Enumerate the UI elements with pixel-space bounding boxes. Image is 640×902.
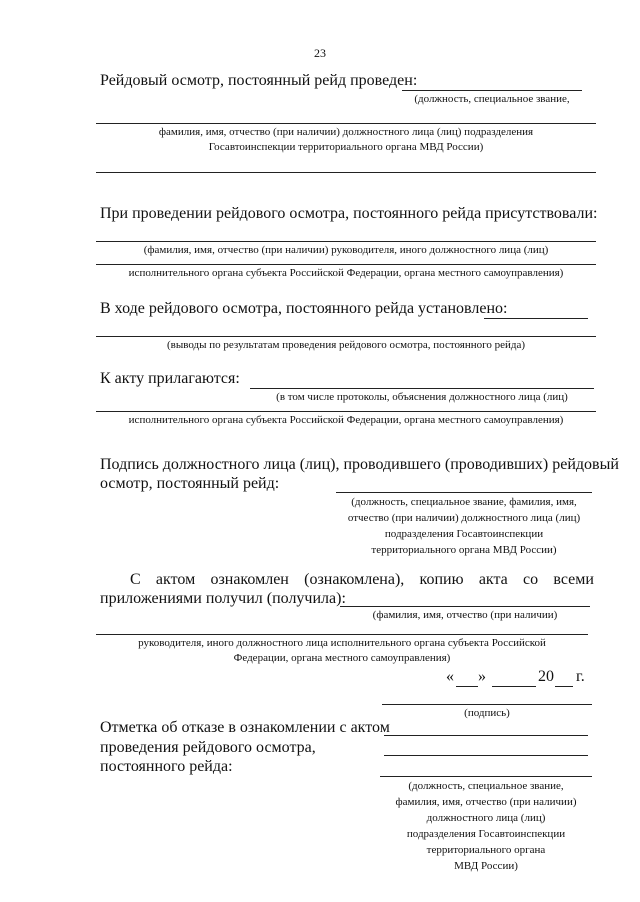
acquainted-line-2: приложениями получил (получила): [100, 590, 346, 607]
signature-label-2: осмотр, постоянный рейд: [100, 475, 280, 492]
present-line-2[interactable] [96, 264, 596, 265]
signature-hint-4: территориального органа МВД России) [371, 544, 557, 556]
conducted-by-hint-3: Госавтоинспекции территориального органа МВД России) [208, 141, 484, 153]
attached-line-2[interactable] [96, 411, 596, 412]
refusal-label-1: Отметка об отказе в ознакомлении с актом [100, 719, 390, 736]
refusal-hint-4: подразделения Госавтоинспекции [406, 828, 566, 840]
received-by-line[interactable] [340, 606, 590, 607]
date-year-field[interactable] [555, 686, 573, 687]
refusal-hint-5: территориального органа [426, 844, 546, 856]
received-by-line-2[interactable] [96, 634, 588, 635]
signature-hint-3: подразделения Госавтоинспекции [384, 528, 544, 540]
acquainted-word: копию [419, 571, 464, 588]
received-by-hint: (фамилия, имя, отчество (при наличии) [372, 609, 558, 621]
conducted-by-line-2[interactable] [96, 123, 596, 124]
refusal-hint-1: (должность, специальное звание, [408, 780, 564, 792]
refusal-hint-3: должностного лица (лиц) [426, 812, 546, 824]
present-line[interactable] [96, 241, 596, 242]
signature-hint [336, 494, 592, 558]
date-open-quote: « [446, 668, 454, 685]
conducted-by-line-3[interactable] [96, 172, 596, 173]
conducted-by-hint-2: фамилия, имя, отчество (при наличии) должностного лица (лиц) подразделения [158, 126, 534, 138]
received-by-hint-3: Федерации, органа местного самоуправления) [233, 652, 451, 664]
refusal-label-3: постоянного рейда: [100, 758, 233, 775]
conducted-by-label: Рейдовый осмотр, постоянный рейд проведен: [100, 72, 418, 89]
established-line-2[interactable] [96, 336, 596, 337]
established-line[interactable] [484, 318, 588, 319]
date-year-suffix: г. [576, 668, 585, 685]
acquainted-signature-line[interactable] [382, 704, 592, 705]
refusal-label-2: проведения рейдового осмотра, [100, 739, 316, 756]
refusal-line-3[interactable] [380, 776, 592, 777]
conducted-by-line[interactable] [402, 90, 582, 91]
conducted-by-hint: (должность, специальное звание, [414, 93, 570, 105]
refusal-hint [380, 778, 592, 874]
date-year-prefix: 20 [538, 668, 554, 685]
date-month-field[interactable] [492, 686, 536, 687]
signature-label-1: Подпись должностного лица (лиц), проводившего (проводивших) рейдовый [100, 456, 619, 473]
refusal-line-2[interactable] [384, 755, 588, 756]
attached-line[interactable] [250, 388, 594, 389]
signature-hint-2: отчество (при наличии) должностного лица (лиц) [347, 512, 581, 524]
established-label: В ходе рейдового осмотра, постоянного рейда установлено: [100, 300, 508, 317]
established-hint: (выводы по результатам проведения рейдового осмотра, постоянного рейда) [166, 339, 526, 351]
acquainted-word: со [523, 571, 539, 588]
acquainted-word: всеми [553, 571, 594, 588]
attached-hint-2: исполнительного органа субъекта Российской Федерации, органа местного самоуправления) [128, 414, 564, 426]
refusal-hint-6: МВД России) [454, 860, 518, 872]
acquainted-word: акта [478, 571, 508, 588]
attached-hint: (в том числе протоколы, объяснения должностного лица (лиц) [276, 391, 568, 403]
acquainted-word: С [130, 571, 141, 588]
received-by-hint-2: руководителя, иного должностного лица исполнительного органа субъекта Российской [138, 637, 546, 649]
refusal-hint-2: фамилия, имя, отчество (при наличии) [395, 796, 577, 808]
date-day-field[interactable] [456, 686, 478, 687]
signature-hint-1: (должность, специальное звание, фамилия, имя, [351, 496, 577, 508]
date-close-quote: » [478, 668, 486, 685]
refusal-line-1[interactable] [384, 735, 588, 736]
present-hint: (фамилия, имя, отчество (при наличии) руководителя, иного должностного лица (лиц) [143, 244, 549, 256]
acquainted-word: (ознакомлена), [304, 571, 405, 588]
acquainted-line-1 [100, 571, 594, 589]
page-number: 23 [314, 46, 326, 60]
acquainted-word: актом [155, 571, 196, 588]
acquainted-signature-hint: (подпись) [464, 707, 510, 719]
present-label: При проведении рейдового осмотра, постоянного рейда присутствовали: [100, 205, 598, 222]
attached-label: К акту прилагаются: [100, 370, 240, 387]
acquainted-word: ознакомлен [210, 571, 289, 588]
signature-line[interactable] [336, 492, 592, 493]
present-hint-2: исполнительного органа субъекта Российской Федерации, органа местного самоуправления) [128, 267, 564, 279]
